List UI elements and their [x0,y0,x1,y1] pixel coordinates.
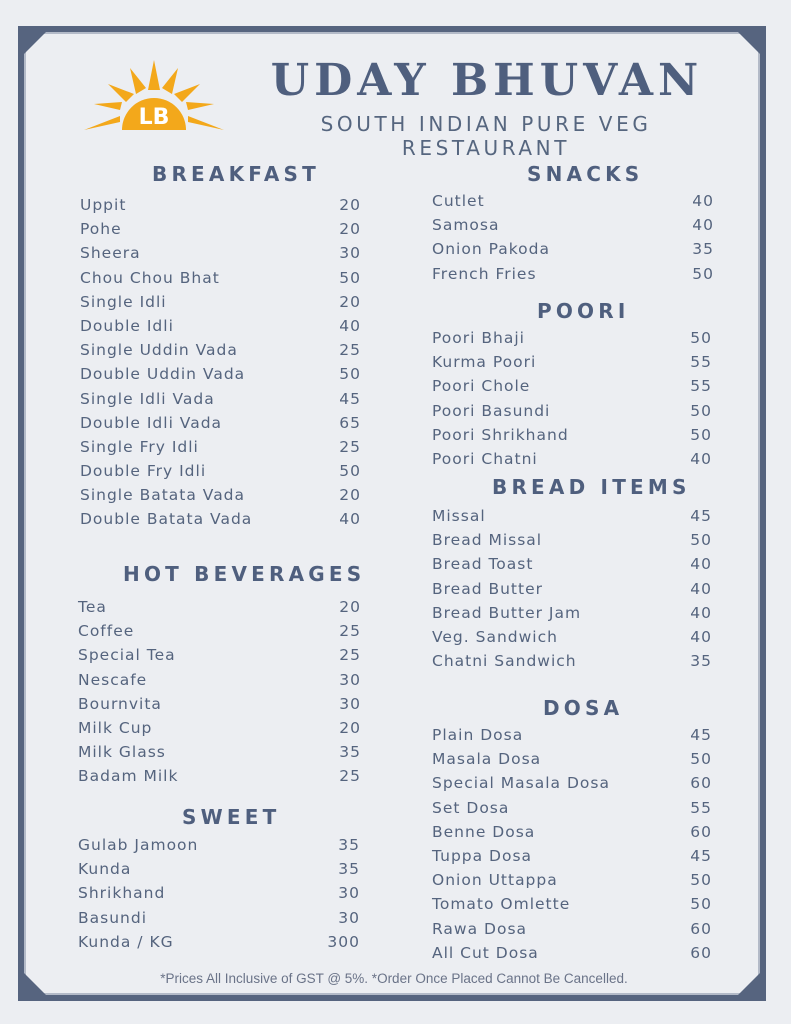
item-name: Single Idli Vada [80,389,215,408]
item-price: 50 [690,425,712,444]
menu-item [432,604,712,628]
item-price: 55 [690,353,712,372]
item-price: 20 [339,196,361,214]
item-name: French Fries [432,264,537,283]
menu-item [78,646,361,670]
poori-list [432,329,712,474]
item-price: 50 [339,268,361,287]
item-price: 20 [339,292,361,311]
menu-item [432,377,712,401]
item-name: Milk Cup [78,718,153,737]
item-price: 25 [339,622,361,641]
menu-item [78,933,360,957]
item-name: Kurma Poori [432,353,537,372]
menu-item [80,196,361,220]
item-price: 35 [339,743,361,762]
menu-item [432,750,712,774]
item-price: 40 [690,579,712,598]
item-price: 30 [339,694,361,713]
item-name: Bread Toast [432,555,534,574]
bread-items-list [432,507,712,676]
item-name: Double Idli [80,316,174,335]
menu-item [432,726,712,750]
menu-item [80,462,361,486]
menu-item [432,192,714,216]
heading-sweet: SWEET [182,805,281,829]
menu-item [78,860,360,884]
item-name: Bread Butter Jam [432,603,582,622]
item-name: Veg. Sandwich [432,627,558,646]
item-price: 20 [339,598,361,616]
item-price: 35 [690,652,712,671]
menu-item [432,507,712,531]
heading-hot-beverages: HOT BEVERAGES [123,562,366,586]
item-name: Plain Dosa [432,726,524,744]
menu-item [80,486,361,510]
corner-ornament-top-left [24,32,46,54]
item-name: Tea [78,598,107,616]
item-price: 45 [690,846,712,865]
menu-item [78,695,361,719]
menu-item [80,341,361,365]
item-name: Sheera [80,244,141,263]
item-price: 40 [339,510,361,529]
item-price: 35 [338,836,360,854]
item-name: Double Fry Idli [80,462,207,481]
menu-item [432,265,714,289]
item-name: Benne Dosa [432,822,536,841]
item-name: Milk Glass [78,743,166,762]
item-name: Missal [432,507,486,525]
sweet-list [78,836,360,957]
item-name: Single Fry Idli [80,437,199,456]
menu-item [432,774,712,798]
item-price: 50 [690,750,712,769]
item-price: 30 [338,908,360,927]
menu-item [432,450,712,474]
menu-item [432,555,712,579]
item-name: Tuppa Dosa [432,846,533,865]
item-name: Poori Chole [432,377,531,396]
menu-item [432,652,712,676]
item-name: Special Tea [78,646,176,665]
item-price: 50 [339,462,361,481]
item-name: Onion Pakoda [432,240,550,259]
menu-item [78,884,360,908]
menu-item [432,329,712,353]
item-price: 55 [690,798,712,817]
menu-item [432,895,712,919]
item-name: Rawa Dosa [432,919,528,938]
item-price: 50 [339,365,361,384]
item-name: Chou Chou Bhat [80,268,220,287]
item-price: 50 [690,531,712,550]
item-name: Poori Basundi [432,401,551,420]
menu-item [78,622,361,646]
menu-item [432,426,712,450]
menu-item [78,719,361,743]
item-price: 35 [338,860,360,879]
item-name: Special Masala Dosa [432,774,610,793]
corner-ornament-top-right [738,32,760,54]
heading-poori: POORI [537,299,630,323]
item-price: 40 [690,627,712,646]
item-name: Bournvita [78,694,162,713]
snacks-list [432,192,714,289]
menu-item [432,799,712,823]
item-price: 30 [339,670,361,689]
menu-item [80,317,361,341]
item-price: 20 [339,220,361,239]
item-name: Single Uddin Vada [80,341,238,360]
menu-item [80,414,361,438]
item-name: Poori Chatni [432,449,538,468]
item-price: 40 [690,603,712,622]
item-price: 60 [690,822,712,841]
item-price: 40 [692,216,714,235]
item-name: Gulab Jamoon [78,836,199,854]
breakfast-list [80,196,361,535]
item-name: Kunda / KG [78,932,174,951]
menu-item [80,293,361,317]
footnote: *Prices All Inclusive of GST @ 5%. *Order Once Placed Cannot Be Cancelled. [160,971,628,986]
menu-item [80,269,361,293]
item-name: Pohe [80,220,122,239]
sun-logo-icon [84,60,224,134]
item-name: Basundi [78,908,147,927]
item-name: Poori Bhaji [432,329,525,347]
item-price: 40 [690,555,712,574]
item-price: 40 [690,449,712,468]
menu-item [78,836,360,860]
menu-item [78,767,361,791]
menu-item [80,510,361,534]
item-price: 50 [690,871,712,890]
item-name: Double Batata Vada [80,510,253,529]
item-price: 45 [339,389,361,408]
item-name: Coffee [78,622,135,641]
menu-item [432,216,714,240]
item-name: Shrikhand [78,884,166,903]
hot-beverages-list [78,598,361,792]
menu-item [432,847,712,871]
item-name: Single Idli [80,292,167,311]
menu-item [432,240,714,264]
item-price: 35 [692,240,714,259]
item-name: Onion Uttappa [432,871,558,890]
item-name: Set Dosa [432,798,510,817]
item-price: 20 [339,486,361,505]
item-price: 300 [327,932,360,951]
item-name: Badam Milk [78,767,179,786]
menu-item [432,628,712,652]
item-name: Double Uddin Vada [80,365,246,384]
menu-item [78,909,360,933]
menu-item [432,944,712,968]
menu-item [432,353,712,377]
item-price: 60 [690,943,712,962]
logo-text: LB [138,105,170,130]
dosa-list [432,726,712,968]
item-price: 50 [690,329,712,347]
menu-item [432,531,712,555]
menu-item [432,580,712,604]
menu-item [432,823,712,847]
item-price: 60 [690,774,712,793]
item-price: 50 [690,895,712,914]
heading-snacks: SNACKS [527,162,644,186]
heading-breakfast: BREAKFAST [152,162,320,186]
item-name: Single Batata Vada [80,486,246,505]
restaurant-title: UDAY BHUVAN [270,55,704,106]
item-price: 55 [690,377,712,396]
item-price: 25 [339,341,361,360]
menu-item [80,244,361,268]
menu-item [432,402,712,426]
item-price: 30 [338,884,360,903]
menu-item [432,871,712,895]
item-price: 65 [339,413,361,432]
item-price: 25 [339,767,361,786]
item-name: Poori Shrikhand [432,425,569,444]
item-price: 50 [690,401,712,420]
item-price: 30 [339,244,361,263]
menu-item [78,743,361,767]
menu-item [78,598,361,622]
item-price: 50 [692,264,714,283]
item-price: 40 [692,192,714,210]
item-name: Uppit [80,196,127,214]
item-price: 40 [339,316,361,335]
menu-item [80,438,361,462]
menu-item [80,365,361,389]
item-price: 60 [690,919,712,938]
item-name: Bread Missal [432,531,543,550]
item-name: Nescafe [78,670,148,689]
menu-item [432,920,712,944]
item-name: Masala Dosa [432,750,542,769]
item-name: Chatni Sandwich [432,652,577,671]
item-name: Bread Butter [432,579,543,598]
restaurant-subtitle: SOUTH INDIAN PURE VEG RESTAURANT [320,112,652,160]
item-name: All Cut Dosa [432,943,539,962]
heading-dosa: DOSA [543,696,624,720]
item-name: Double Idli Vada [80,413,223,432]
item-price: 45 [690,726,712,744]
item-name: Kunda [78,860,132,879]
menu-item [80,220,361,244]
item-name: Tomato Omlette [432,895,571,914]
item-price: 25 [339,437,361,456]
menu-item [78,671,361,695]
item-price: 20 [339,718,361,737]
item-price: 45 [690,507,712,525]
heading-bread-items: BREAD ITEMS [492,475,691,499]
item-name: Cutlet [432,192,485,210]
item-price: 25 [339,646,361,665]
item-name: Samosa [432,216,500,235]
menu-item [80,390,361,414]
